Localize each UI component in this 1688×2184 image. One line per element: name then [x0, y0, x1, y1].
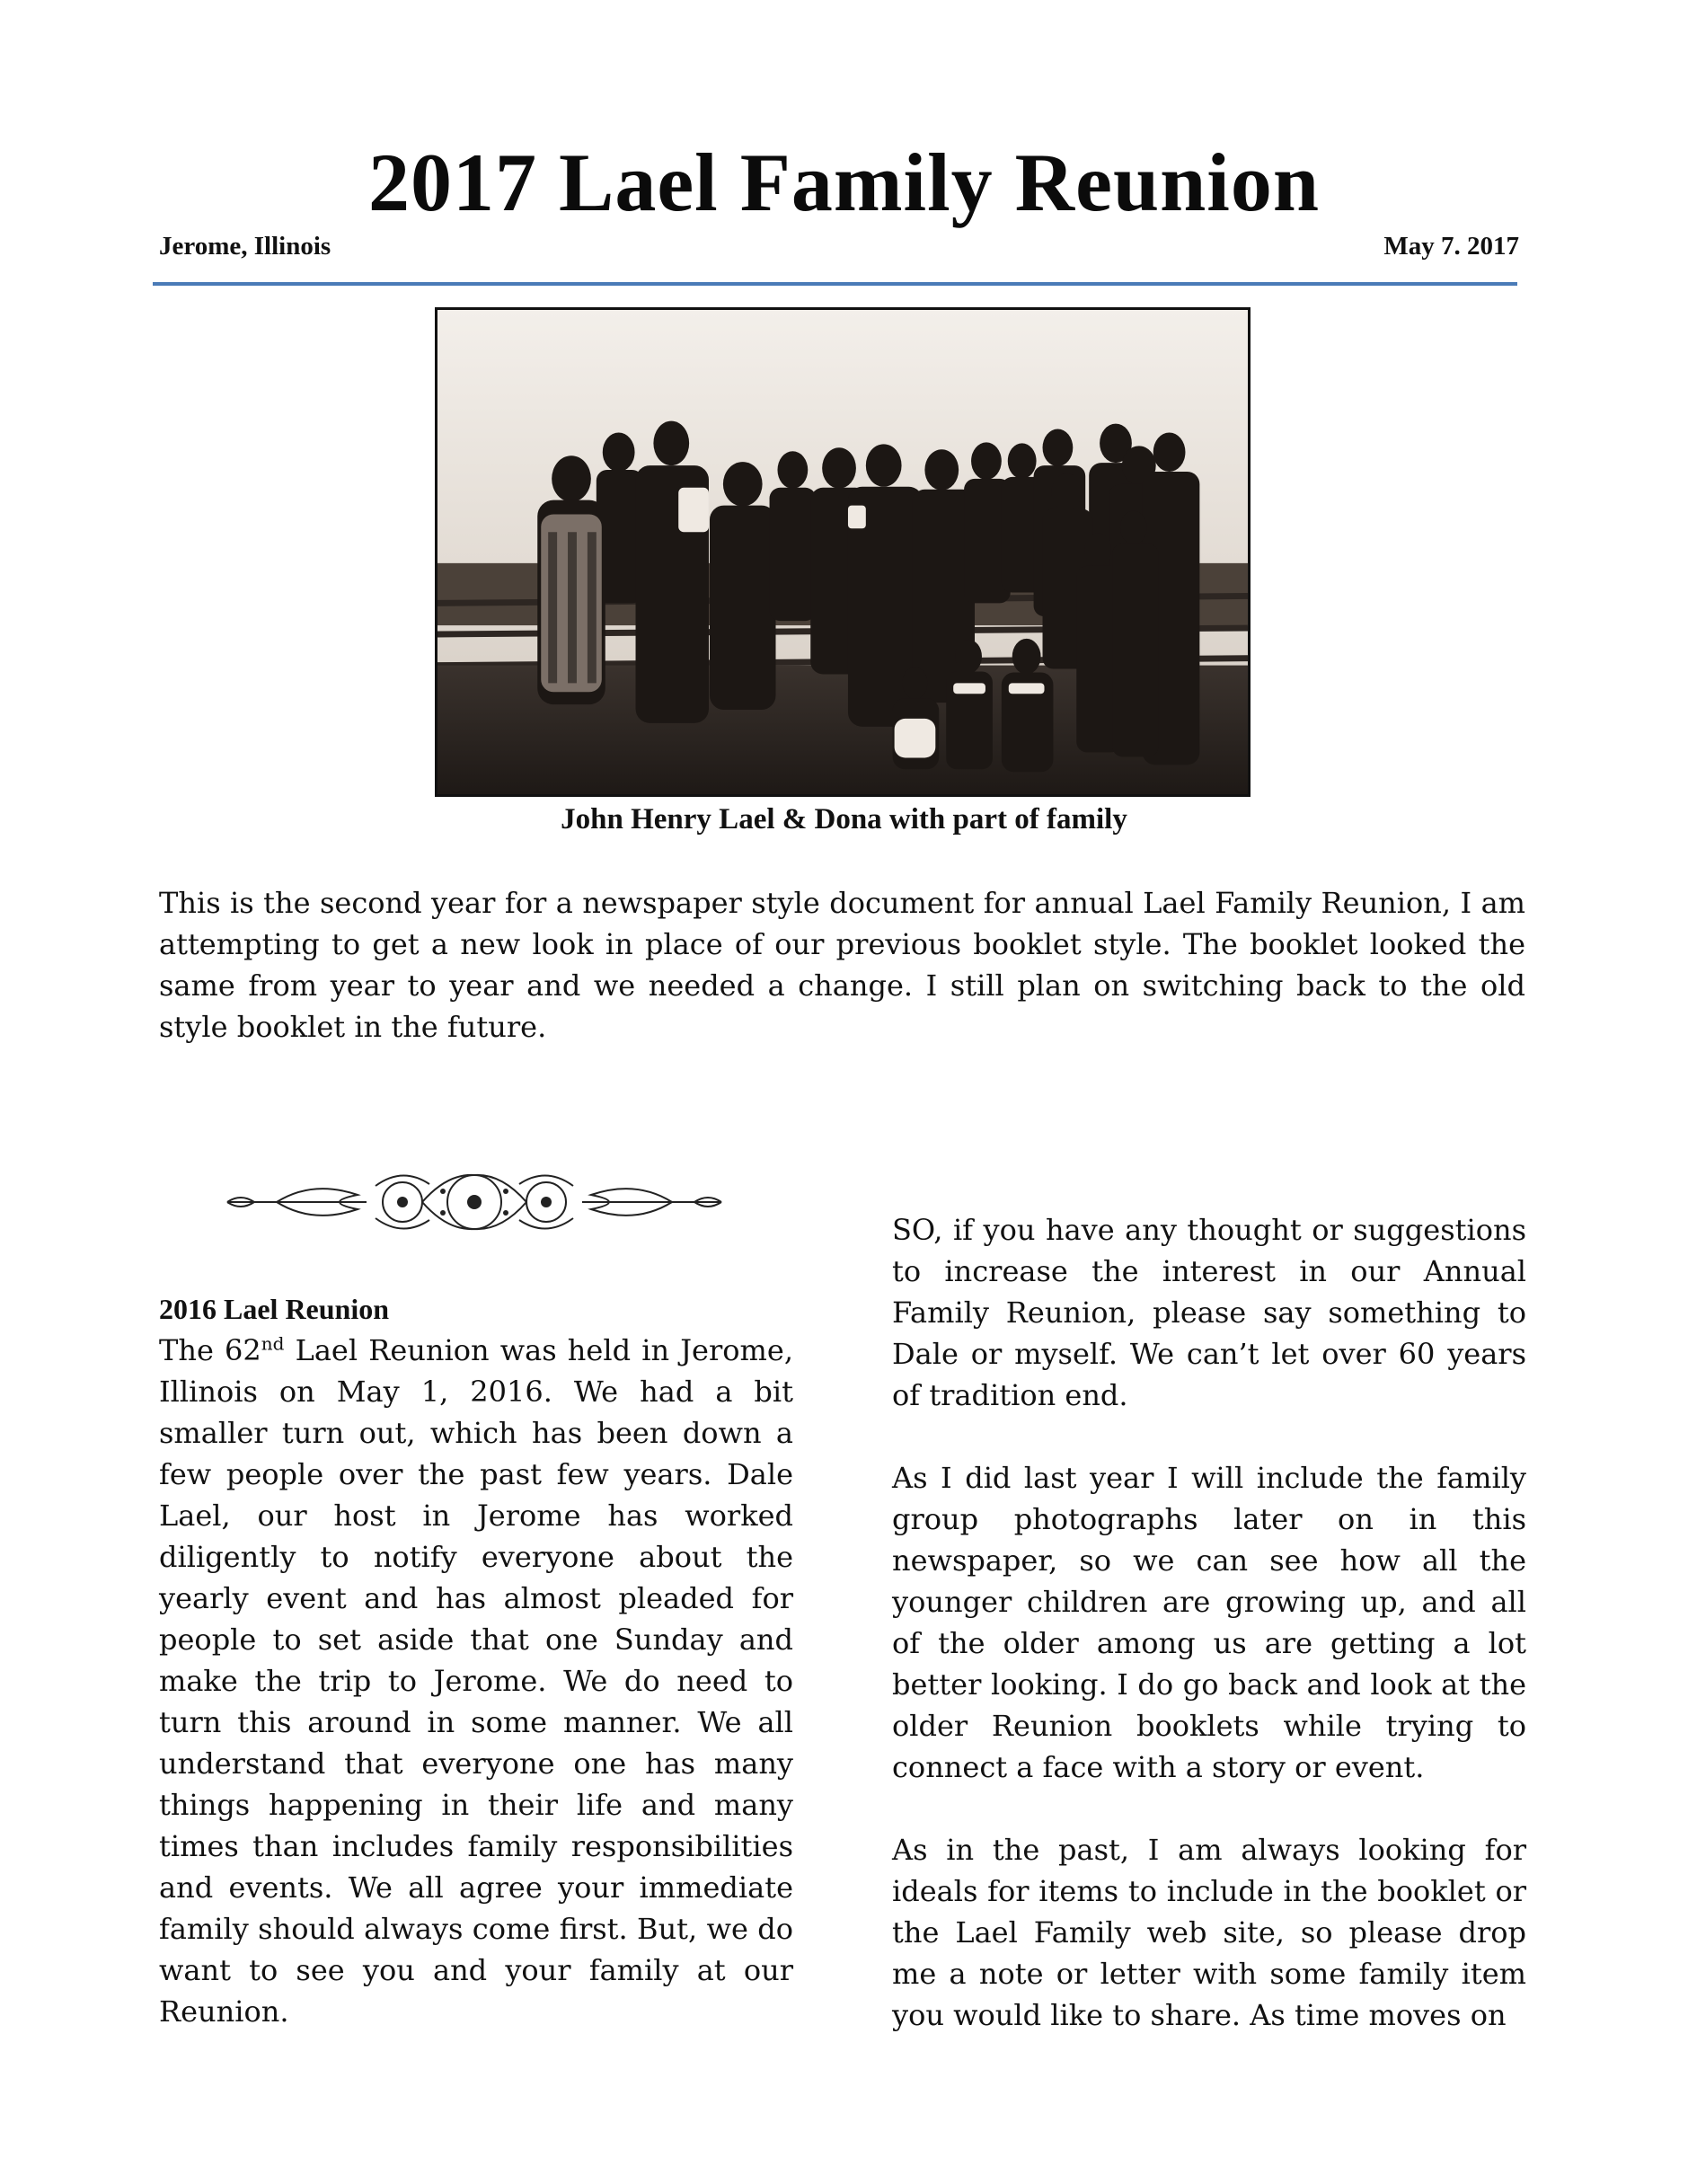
- right-column: [892, 1209, 1526, 2036]
- left-column: [159, 1288, 793, 2032]
- photographs-paragraph: As I did last year I will include the family group photographs later on in this newspaper, so we can see how all the younger children are growing up, and all of the older among us are getting a lot better looking. I do go back and look at the older Reunion booklets while trying to connect a face with a story or event.: [892, 1461, 1526, 1784]
- ideas-paragraph: As in the past, I am always looking for ideals for items to include in the booklet or the Lael Family web site, so please drop me a note or letter with some family item you would like to share. As time moves on: [892, 1833, 1526, 2032]
- location-text: Jerome, Illinois: [159, 232, 331, 261]
- suggestions-paragraph: SO, if you have any thought or suggestions to increase the interest in our Annual Family Reunion, please say something to Dale or myself. We can’t let over 60 years of tradition end.: [892, 1213, 1526, 1412]
- paragraph-text-rest: Lael Reunion was held in Jerome, Illinois on May 1, 2016. We had a bit smaller turn out, which has been down a few people over the past few years. Dale Lael, our host in Jerome has worked diligently to notify everyone about the yearly event and has almost pleaded for people to set aside that one Sunday and make the trip to Jerome. We do need to turn this around in some manner. We all understand that everyone one has many things happening in their life and many times than includes family responsibilities and events. We all agree your immediate family should always come first. But, we do want to see you and your family at our Reunion.: [159, 1333, 794, 2029]
- paragraph-text-start: The 62: [159, 1333, 261, 1367]
- family-photo: [435, 307, 1251, 797]
- section-heading-2016-reunion: 2016 Lael Reunion: [159, 1293, 390, 1325]
- photo-caption: John Henry Lael & Dona with part of family: [561, 803, 1127, 836]
- ordinal-suffix: nd: [261, 1332, 285, 1355]
- date-text: May 7. 2017: [1383, 232, 1519, 261]
- decorative-flourish: [223, 1166, 726, 1238]
- intro-paragraph: This is the second year for a newspaper style document for annual Lael Family Reunion, I am attempting to get a new look in place of our previous booklet style. The booklet looked the same from year to year and we needed a change. I still plan on switching back to the old style booklet in the future.: [159, 886, 1525, 1044]
- family-photo-illustration: [437, 310, 1248, 794]
- header-rule: [153, 282, 1517, 286]
- page-title: 2017 Lael Family Reunion: [367, 137, 1321, 228]
- flourish-icon: [223, 1166, 726, 1238]
- reunion-2016-paragraph: [159, 1330, 793, 2032]
